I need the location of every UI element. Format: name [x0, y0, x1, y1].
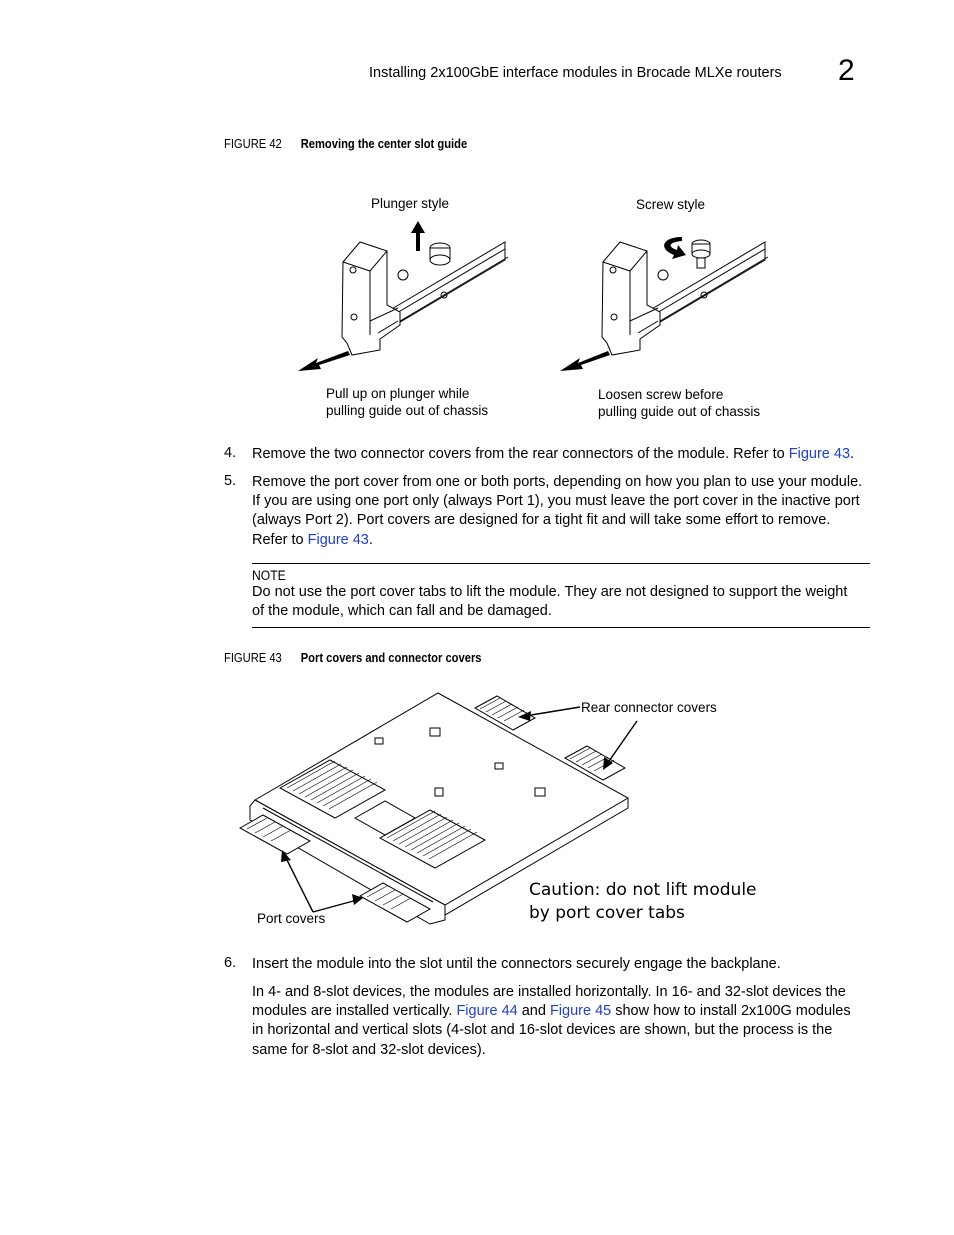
step-5-refer: Refer to — [252, 531, 308, 548]
figure-43-number: FIGURE 43 — [224, 650, 282, 665]
note-line2: of the module, which can fall and be damaged. — [252, 603, 552, 620]
note-heading: NOTE — [252, 568, 286, 583]
paragraph-line1: In 4- and 8-slot devices, the modules are installed horizontally. In 16- and 32-slot devices the — [252, 984, 846, 1000]
plunger-style-label: Plunger style — [371, 196, 450, 211]
figure-43-link-2[interactable]: Figure 43 — [307, 531, 369, 548]
step-5-line3: (always Port 2). Port covers are designed for a tight fit and will take some effort to remove. — [252, 512, 831, 529]
caution-text — [529, 879, 757, 925]
step-5-period: . — [368, 531, 373, 548]
plunger-instruction-line1: Pull up on plunger while — [326, 386, 470, 401]
install-orientation-paragraph — [252, 983, 851, 1060]
figure-42-caption — [224, 136, 467, 151]
paragraph-line2-end: show how to install 2x100G modules — [611, 1003, 851, 1020]
step-6-text: Insert the module into the slot until the connectors securely engage the backplane. — [252, 956, 781, 972]
note-text — [252, 583, 847, 621]
paragraph-line2-start: modules are installed vertically. — [252, 1003, 457, 1020]
note-line1: Do not use the port cover tabs to lift the module. They are not designed to support the weight — [252, 584, 848, 600]
figure-45-link[interactable]: Figure 45 — [549, 1003, 612, 1020]
paragraph-line3: in horizontal and vertical slots (4-slot and 16-slot devices are shown, but the process is the — [252, 1022, 833, 1039]
figure-44-link[interactable]: Figure 44 — [456, 1003, 518, 1020]
step-5-line2: If you are using one port only (always Port 1), you must leave the port cover in the inactive port — [252, 493, 860, 510]
step-6-number: 6. — [224, 955, 237, 971]
figure-42-illustration — [290, 215, 780, 380]
note-top-rule — [252, 563, 870, 564]
step-5-text — [252, 473, 862, 550]
step-5-number: 5. — [224, 473, 237, 489]
step-4-number: 4. — [224, 445, 237, 461]
step-5-line1: Remove the port cover from one or both ports, depending on how you plan to use your module. — [252, 474, 863, 490]
plunger-instruction-line2: pulling guide out of chassis — [326, 403, 489, 418]
screw-style-label: Screw style — [636, 197, 706, 212]
step-5-line4 — [252, 531, 862, 550]
port-covers-label: Port covers — [257, 911, 326, 926]
caution-line2: by port cover tabs — [529, 903, 685, 923]
screw-instruction-line2: pulling guide out of chassis — [598, 404, 761, 419]
step-4-text — [252, 445, 854, 464]
figure-43-caption — [224, 650, 482, 665]
figure-42-number: FIGURE 42 — [224, 136, 282, 151]
figure-43-link[interactable]: Figure 43 — [788, 446, 851, 462]
rear-connector-covers-label: Rear connector covers — [581, 700, 717, 715]
figure-42-title: Removing the center slot guide — [300, 136, 468, 151]
paragraph-line4: same for 8-slot and 32-slot devices). — [252, 1041, 486, 1058]
screw-instruction-line1: Loosen screw before — [598, 387, 724, 402]
figure-43-title: Port covers and connector covers — [300, 650, 482, 665]
chapter-number: 2 — [838, 54, 855, 87]
step-4-body: Remove the two connector covers from the rear connectors of the module. Refer to — [252, 446, 789, 462]
caution-line1: Caution: do not lift module — [529, 880, 757, 900]
paragraph-and: and — [517, 1003, 550, 1020]
note-bottom-rule — [252, 627, 870, 628]
paragraph-line2 — [252, 1002, 851, 1021]
step-4-period: . — [850, 446, 855, 462]
running-header-title: Installing 2x100GbE interface modules in Brocade MLXe routers — [369, 65, 782, 81]
